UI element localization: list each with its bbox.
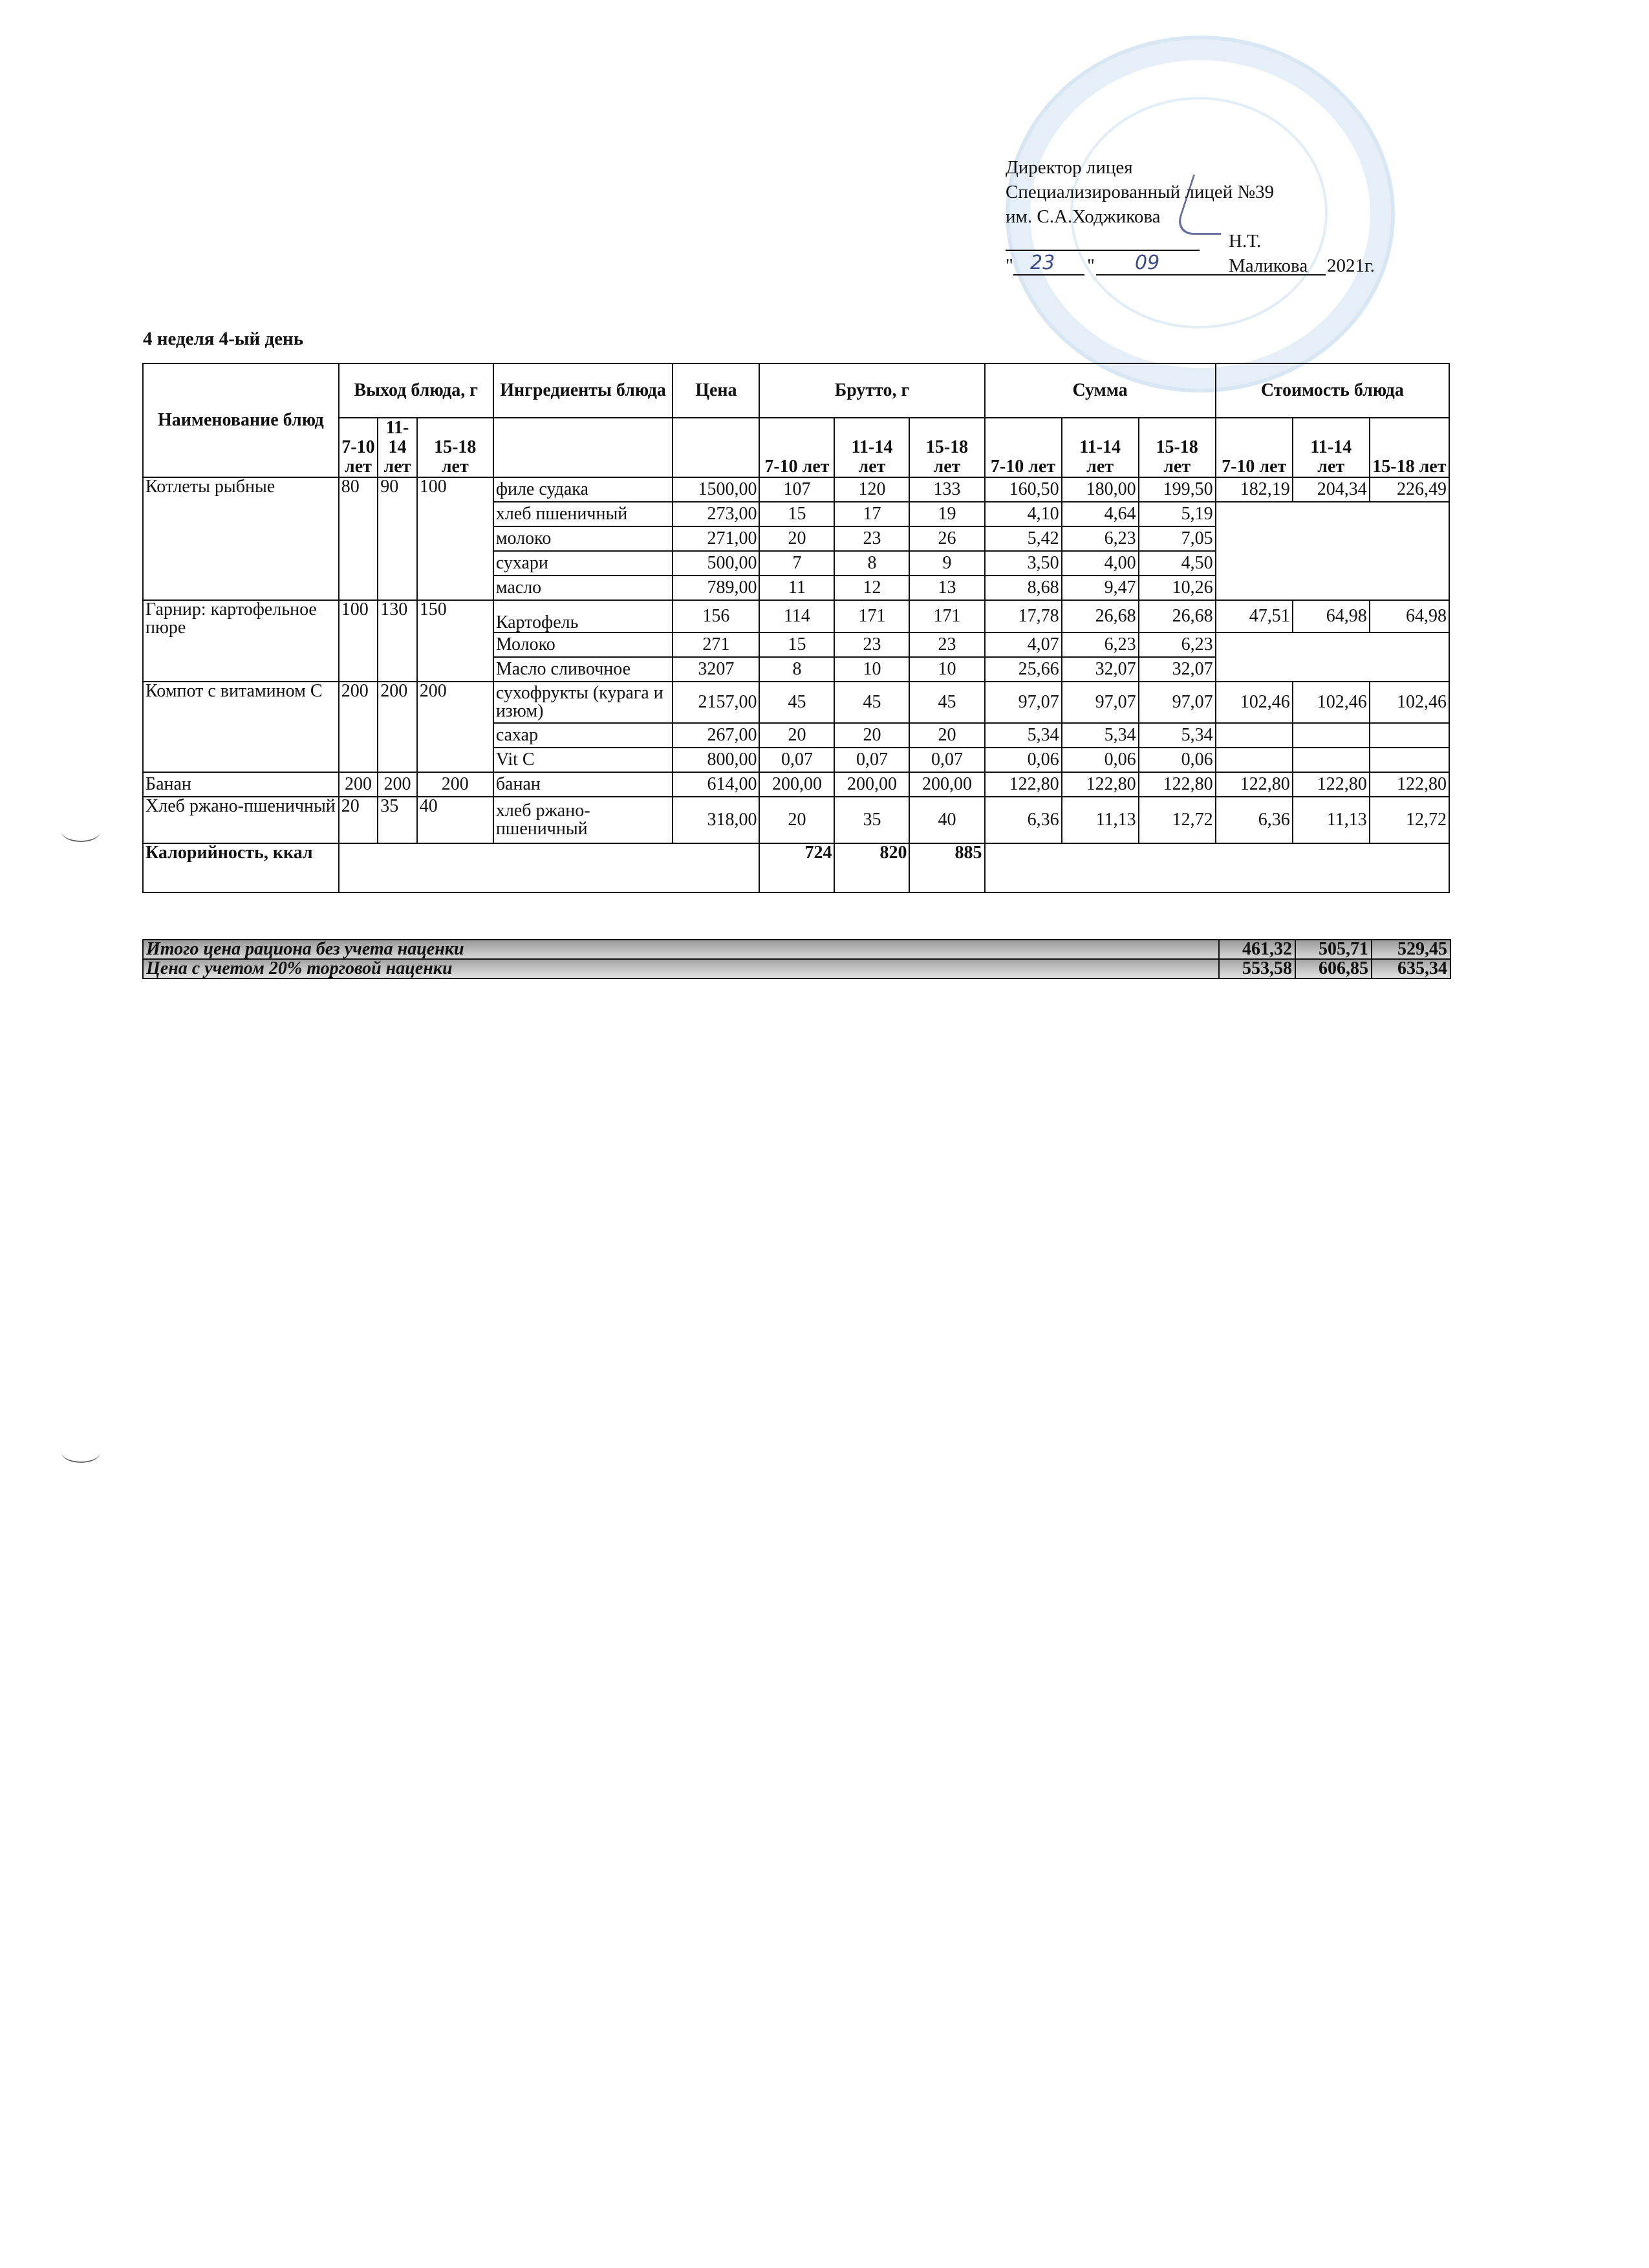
cost-cell: 122,80 — [1216, 772, 1293, 797]
gross-cell: 171 — [834, 600, 909, 632]
approval-date: " 23 " 09 2021г. — [1006, 254, 1274, 278]
sum-cell: 122,80 — [1139, 772, 1216, 797]
output-cell: 100 — [417, 477, 493, 600]
age-11-14: 11-14 лет — [1062, 418, 1139, 477]
output-cell: 200 — [378, 682, 417, 772]
sum-cell: 4,64 — [1062, 502, 1139, 526]
cost-cell: 11,13 — [1293, 797, 1370, 843]
price-cell: 3207 — [673, 657, 759, 682]
ingredient-name: масло — [493, 576, 673, 600]
gross-cell: 15 — [759, 632, 834, 657]
total-value: 606,85 — [1295, 959, 1372, 978]
sum-cell: 8,68 — [985, 576, 1062, 600]
calories-15-18: 885 — [909, 843, 984, 892]
punch-hole-mark — [61, 1442, 100, 1463]
calories-11-14: 820 — [834, 843, 909, 892]
sum-cell: 5,42 — [985, 526, 1062, 551]
gross-cell: 11 — [759, 576, 834, 600]
empty-cost-cell — [1293, 748, 1370, 772]
ingredient-name: Картофель — [493, 600, 673, 632]
ingredient-name: молоко — [493, 526, 673, 551]
gross-cell: 8 — [834, 551, 909, 576]
header-dish: Наименование блюд — [143, 363, 339, 477]
sum-cell: 5,34 — [1139, 723, 1216, 748]
price-cell: 271 — [673, 632, 759, 657]
cost-cell: 102,46 — [1293, 682, 1370, 723]
gross-cell: 200,00 — [834, 772, 909, 797]
cost-cell: 122,80 — [1293, 772, 1370, 797]
age-7-10: 7-10 лет — [1216, 418, 1293, 477]
table-row — [143, 772, 1449, 797]
gross-cell: 0,07 — [909, 748, 984, 772]
sum-cell: 199,50 — [1139, 477, 1216, 502]
age-15-18: 15-18 лет — [1370, 418, 1449, 477]
ingredient-name: хлеб пшеничный — [493, 502, 673, 526]
gross-cell: 133 — [909, 477, 984, 502]
price-cell: 789,00 — [673, 576, 759, 600]
empty-cost-cell — [1216, 748, 1293, 772]
gross-cell: 15 — [759, 502, 834, 526]
total-label: Итого цена рациона без учета наценки — [143, 940, 1219, 959]
sum-cell: 122,80 — [985, 772, 1062, 797]
totals-table — [142, 939, 1451, 979]
cost-cell: 102,46 — [1370, 682, 1449, 723]
gross-cell: 26 — [909, 526, 984, 551]
age-15-18: 15-18 лет — [909, 418, 984, 477]
ingredients-subheader — [493, 418, 673, 477]
ingredient-name: хлеб ржано-пшеничный — [493, 797, 673, 843]
gross-cell: 10 — [909, 657, 984, 682]
output-cell: 100 — [339, 600, 378, 682]
output-cell: 20 — [339, 797, 378, 843]
sum-cell: 9,47 — [1062, 576, 1139, 600]
date-month: 09 — [1135, 252, 1160, 274]
sum-cell: 4,00 — [1062, 551, 1139, 576]
sum-cell: 6,23 — [1062, 526, 1139, 551]
price-cell: 614,00 — [673, 772, 759, 797]
total-with-markup-row — [143, 959, 1450, 978]
cost-cell: 204,34 — [1293, 477, 1370, 502]
price-cell: 318,00 — [673, 797, 759, 843]
sum-cell: 97,07 — [1062, 682, 1139, 723]
sum-cell: 180,00 — [1062, 477, 1139, 502]
total-label: Цена с учетом 20% торговой наценки — [143, 959, 1219, 978]
approval-line-2: Специализированный лицей №39 — [1006, 182, 1275, 202]
gross-cell: 8 — [759, 657, 834, 682]
cost-cell: 64,98 — [1370, 600, 1449, 632]
gross-cell: 17 — [834, 502, 909, 526]
gross-cell: 23 — [909, 632, 984, 657]
gross-cell: 200,00 — [759, 772, 834, 797]
sum-cell: 10,26 — [1139, 576, 1216, 600]
director-name: Н.Т. Маликова — [1229, 231, 1308, 276]
gross-cell: 171 — [909, 600, 984, 632]
sum-cell: 32,07 — [1062, 657, 1139, 682]
sum-cell: 6,23 — [1062, 632, 1139, 657]
total-value: 553,58 — [1219, 959, 1295, 978]
price-cell: 500,00 — [673, 551, 759, 576]
price-cell: 1500,00 — [673, 477, 759, 502]
price-subheader — [673, 418, 759, 477]
sum-cell: 4,07 — [985, 632, 1062, 657]
calories-label: Калорийность, ккал — [143, 843, 339, 892]
dish-name: Компот с витамином С — [143, 682, 339, 772]
gross-cell: 0,07 — [759, 748, 834, 772]
output-cell: 130 — [378, 600, 417, 682]
gross-cell: 45 — [909, 682, 984, 723]
table-row — [143, 600, 1449, 632]
price-cell: 156 — [673, 600, 759, 632]
menu-table — [142, 363, 1450, 893]
cost-cell: 64,98 — [1293, 600, 1370, 632]
sum-cell: 7,05 — [1139, 526, 1216, 551]
price-cell: 267,00 — [673, 723, 759, 748]
ingredient-name: банан — [493, 772, 673, 797]
sum-cell: 17,78 — [985, 600, 1062, 632]
sum-cell: 5,34 — [1062, 723, 1139, 748]
ingredient-name: сухари — [493, 551, 673, 576]
price-cell: 273,00 — [673, 502, 759, 526]
header-output: Выход блюда, г — [339, 363, 493, 418]
age-7-10: 7-10 лет — [339, 418, 378, 477]
age-7-10: 7-10 лет — [985, 418, 1062, 477]
empty-cost-cell — [1293, 723, 1370, 748]
calories-row — [143, 843, 1449, 892]
dish-name: Гарнир: картофельное пюре — [143, 600, 339, 682]
gross-cell: 7 — [759, 551, 834, 576]
gross-cell: 13 — [909, 576, 984, 600]
header-age-row — [143, 418, 1449, 477]
date-day: 23 — [1030, 252, 1055, 274]
sum-cell: 0,06 — [1062, 748, 1139, 772]
cost-cell: 102,46 — [1216, 682, 1293, 723]
gross-cell: 45 — [759, 682, 834, 723]
ingredient-name: Vit C — [493, 748, 673, 772]
sum-cell: 0,06 — [1139, 748, 1216, 772]
dish-name: Котлеты рыбные — [143, 477, 339, 600]
output-cell: 200 — [339, 682, 378, 772]
calories-empty — [339, 843, 760, 892]
price-cell: 800,00 — [673, 748, 759, 772]
output-cell: 80 — [339, 477, 378, 600]
age-7-10: 7-10 лет — [759, 418, 834, 477]
approval-line-3: им. С.А.Ходжикова — [1006, 206, 1161, 227]
calories-7-10: 724 — [759, 843, 834, 892]
total-without-markup-row — [143, 940, 1450, 959]
sum-cell: 12,72 — [1139, 797, 1216, 843]
empty-cost-area — [1216, 502, 1449, 600]
table-row — [143, 797, 1449, 843]
gross-cell: 114 — [759, 600, 834, 632]
price-cell: 271,00 — [673, 526, 759, 551]
empty-cost-cell — [1370, 748, 1449, 772]
price-cell: 2157,00 — [673, 682, 759, 723]
calories-empty — [985, 843, 1449, 892]
sum-cell: 4,10 — [985, 502, 1062, 526]
output-cell: 200 — [378, 772, 417, 797]
table-row — [143, 477, 1449, 502]
gross-cell: 35 — [834, 797, 909, 843]
gross-cell: 200,00 — [909, 772, 984, 797]
gross-cell: 20 — [759, 723, 834, 748]
cost-cell: 122,80 — [1370, 772, 1449, 797]
approval-line-1: Директор лицея — [1006, 157, 1133, 178]
output-cell: 40 — [417, 797, 493, 843]
output-cell: 200 — [339, 772, 378, 797]
gross-cell: 40 — [909, 797, 984, 843]
punch-hole-mark — [61, 821, 100, 842]
total-value: 529,45 — [1372, 940, 1450, 959]
gross-cell: 20 — [909, 723, 984, 748]
sum-cell: 4,50 — [1139, 551, 1216, 576]
age-11-14: 11-14 лет — [1293, 418, 1370, 477]
gross-cell: 0,07 — [834, 748, 909, 772]
ingredient-name: сухофрукты (курага и изюм) — [493, 682, 673, 723]
gross-cell: 45 — [834, 682, 909, 723]
age-11-14: 11-14 лет — [834, 418, 909, 477]
ingredient-name: Молоко — [493, 632, 673, 657]
cost-cell: 12,72 — [1370, 797, 1449, 843]
gross-cell: 12 — [834, 576, 909, 600]
cost-cell: 182,19 — [1216, 477, 1293, 502]
sum-cell: 5,34 — [985, 723, 1062, 748]
sum-cell: 26,68 — [1139, 600, 1216, 632]
output-cell: 200 — [417, 772, 493, 797]
sum-cell: 25,66 — [985, 657, 1062, 682]
gross-cell: 20 — [759, 526, 834, 551]
sum-cell: 122,80 — [1062, 772, 1139, 797]
sum-cell: 160,50 — [985, 477, 1062, 502]
output-cell: 200 — [417, 682, 493, 772]
total-value: 505,71 — [1295, 940, 1372, 959]
gross-cell: 120 — [834, 477, 909, 502]
header-cost: Стоимость блюда — [1216, 363, 1449, 418]
sum-cell: 6,36 — [985, 797, 1062, 843]
total-value: 461,32 — [1219, 940, 1295, 959]
sum-cell: 5,19 — [1139, 502, 1216, 526]
sum-cell: 6,23 — [1139, 632, 1216, 657]
header-sum: Сумма — [985, 363, 1216, 418]
cost-cell: 6,36 — [1216, 797, 1293, 843]
header-gross: Брутто, г — [759, 363, 984, 418]
age-15-18: 15-18 лет — [1139, 418, 1216, 477]
empty-cost-cell — [1216, 723, 1293, 748]
output-cell: 150 — [417, 600, 493, 682]
ingredient-name: филе судака — [493, 477, 673, 502]
table-row — [143, 682, 1449, 723]
sum-cell: 11,13 — [1062, 797, 1139, 843]
ingredient-name: сахар — [493, 723, 673, 748]
output-cell: 35 — [378, 797, 417, 843]
sum-cell: 0,06 — [985, 748, 1062, 772]
sum-cell: 3,50 — [985, 551, 1062, 576]
empty-cost-cell — [1370, 723, 1449, 748]
gross-cell: 9 — [909, 551, 984, 576]
cost-cell: 226,49 — [1370, 477, 1449, 502]
gross-cell: 19 — [909, 502, 984, 526]
total-value: 635,34 — [1372, 959, 1450, 978]
age-15-18: 15-18 лет — [417, 418, 493, 477]
gross-cell: 20 — [834, 723, 909, 748]
week-day-title: 4 неделя 4-ый день — [143, 329, 304, 349]
gross-cell: 23 — [834, 632, 909, 657]
gross-cell: 107 — [759, 477, 834, 502]
sum-cell: 97,07 — [1139, 682, 1216, 723]
sum-cell: 97,07 — [985, 682, 1062, 723]
empty-cost-area — [1216, 632, 1449, 682]
cost-cell: 47,51 — [1216, 600, 1293, 632]
gross-cell: 10 — [834, 657, 909, 682]
approval-block — [1006, 155, 1375, 278]
date-year: 2021г. — [1327, 255, 1375, 276]
header-ingredients: Ингредиенты блюда — [493, 363, 673, 418]
sum-cell: 26,68 — [1062, 600, 1139, 632]
sum-cell: 32,07 — [1139, 657, 1216, 682]
header-price: Цена — [673, 363, 759, 418]
ingredient-name: Масло сливочное — [493, 657, 673, 682]
age-11-14: 11-14 лет — [378, 418, 417, 477]
gross-cell: 23 — [834, 526, 909, 551]
gross-cell: 20 — [759, 797, 834, 843]
output-cell: 90 — [378, 477, 417, 600]
dish-name: Хлеб ржано-пшеничный — [143, 797, 339, 843]
dish-name: Банан — [143, 772, 339, 797]
